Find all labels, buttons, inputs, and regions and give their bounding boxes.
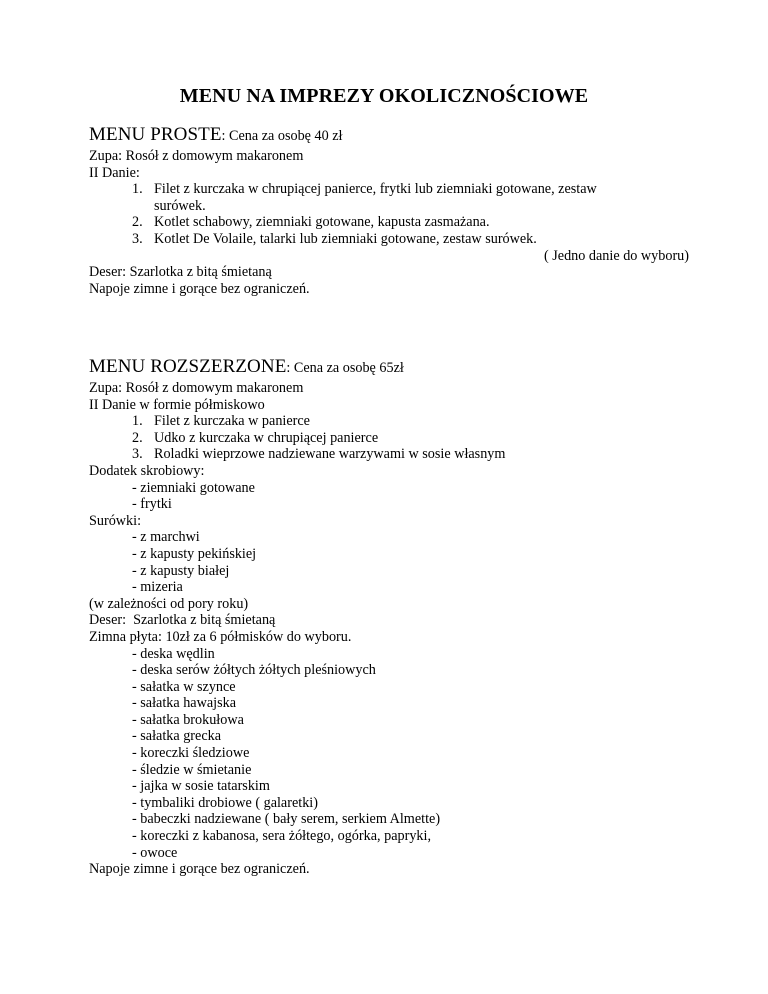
item-text: Roladki wieprzowe nadziewane warzywami w sosie własnym: [154, 446, 506, 463]
cold-platter-item: - sałatka hawajska: [132, 695, 236, 712]
cold-platter-item: - deska wędlin: [132, 645, 215, 662]
cold-platter-item: - deska serów żółtych żółtych pleśniowych: [132, 662, 376, 679]
menu-rozszerzone-item: [89, 446, 689, 463]
menu-proste-item: [89, 214, 689, 231]
item-number: 1.: [132, 413, 143, 430]
choice-note: ( Jedno danie do wyboru): [544, 247, 689, 264]
starch-item: - frytki: [132, 496, 172, 513]
cold-platter-item: - sałatka w szynce: [132, 678, 236, 695]
cold-platter-item: - śledzie w śmietanie: [132, 761, 252, 778]
starch-item: - ziemniaki gotowane: [132, 479, 255, 496]
menu-rozszerzone-soup: Zupa: Rosół z domowym makaronem: [89, 380, 304, 396]
salad-item: - z kapusty pekińskiej: [132, 545, 257, 562]
cold-platter-item: - tymbaliki drobiowe ( galaretki): [132, 794, 318, 811]
menu-rozszerzone-section: [89, 355, 689, 878]
cold-platter-item: - babeczki nadziewane ( bały serem, serkiem Almette): [132, 811, 441, 828]
page-title: MENU NA IMPREZY OKOLICZNOŚCIOWE: [179, 85, 589, 107]
menu-proste-dessert: Deser: Szarlotka z bitą śmietaną: [89, 264, 272, 281]
menu-proste-item: [89, 231, 689, 248]
item-text-continuation: surówek.: [154, 197, 206, 214]
item-text: Filet z kurczaka w panierce: [154, 413, 310, 430]
salad-item: - z marchwi: [132, 529, 200, 546]
menu-rozszerzone-item: [89, 430, 689, 447]
item-number: 1.: [132, 181, 143, 198]
item-number: 3.: [132, 230, 143, 247]
menu-rozszerzone-price: : Cena za osobę 65zł: [286, 360, 404, 376]
cold-platter-item: - koreczki śledziowe: [132, 745, 250, 762]
menu-rozszerzone-item: [89, 413, 689, 430]
cold-platter-item: - koreczki z kabanosa, sera żółtego, ogórka, papryki,: [132, 828, 431, 845]
menu-proste-second-label: II Danie:: [89, 164, 140, 181]
item-text: Kotlet schabowy, ziemniaki gotowane, kapusta zasmażana.: [154, 214, 490, 231]
item-text: Kotlet De Volaile, talarki lub ziemniaki gotowane, zestaw surówek.: [154, 230, 537, 247]
menu-proste-section: [89, 123, 689, 297]
menu-proste-heading: [89, 123, 689, 147]
menu-proste-name: MENU PROSTE: [89, 124, 222, 145]
menu-rozszerzone-name: MENU ROZSZERZONE: [89, 356, 287, 377]
cold-platter-item: - jajka w sosie tatarskim: [132, 778, 270, 795]
starch-label: Dodatek skrobiowy:: [89, 462, 205, 479]
salad-item: - z kapusty białej: [132, 562, 230, 579]
menu-rozszerzone-dessert: Deser: Szarlotka z bitą śmietaną: [89, 612, 276, 629]
salad-item: - mizeria: [132, 579, 183, 596]
item-number: 3.: [132, 446, 143, 463]
item-text: Filet z kurczaka w chrupiącej panierce, frytki lub ziemniaki gotowane, zestaw: [154, 181, 597, 198]
item-number: 2.: [132, 214, 143, 231]
menu-rozszerzone-heading: [89, 355, 689, 379]
cold-platter-item: - owoce: [132, 844, 178, 861]
menu-proste-price: : Cena za osobę 40 zł: [221, 128, 343, 144]
menu-rozszerzone-drinks: Napoje zimne i gorące bez ograniczeń.: [89, 861, 310, 878]
cold-platter-label: Zimna płyta: 10zł za 6 półmisków do wyboru.: [89, 628, 352, 645]
menu-proste-soup: Zupa: Rosół z domowym makaronem: [89, 148, 304, 164]
salads-label: Surówki:: [89, 512, 142, 529]
item-text: Udko z kurczaka w chrupiącej panierce: [154, 429, 379, 446]
season-note: (w zależności od pory roku): [89, 595, 249, 612]
menu-proste-drinks: Napoje zimne i gorące bez ograniczeń.: [89, 280, 310, 297]
menu-rozszerzone-second-label: II Danie w formie półmiskowo: [89, 396, 265, 413]
item-number: 2.: [132, 429, 143, 446]
cold-platter-item: - sałatka brokułowa: [132, 711, 244, 728]
menu-proste-item: [89, 181, 689, 198]
cold-platter-item: - sałatka grecka: [132, 728, 222, 745]
